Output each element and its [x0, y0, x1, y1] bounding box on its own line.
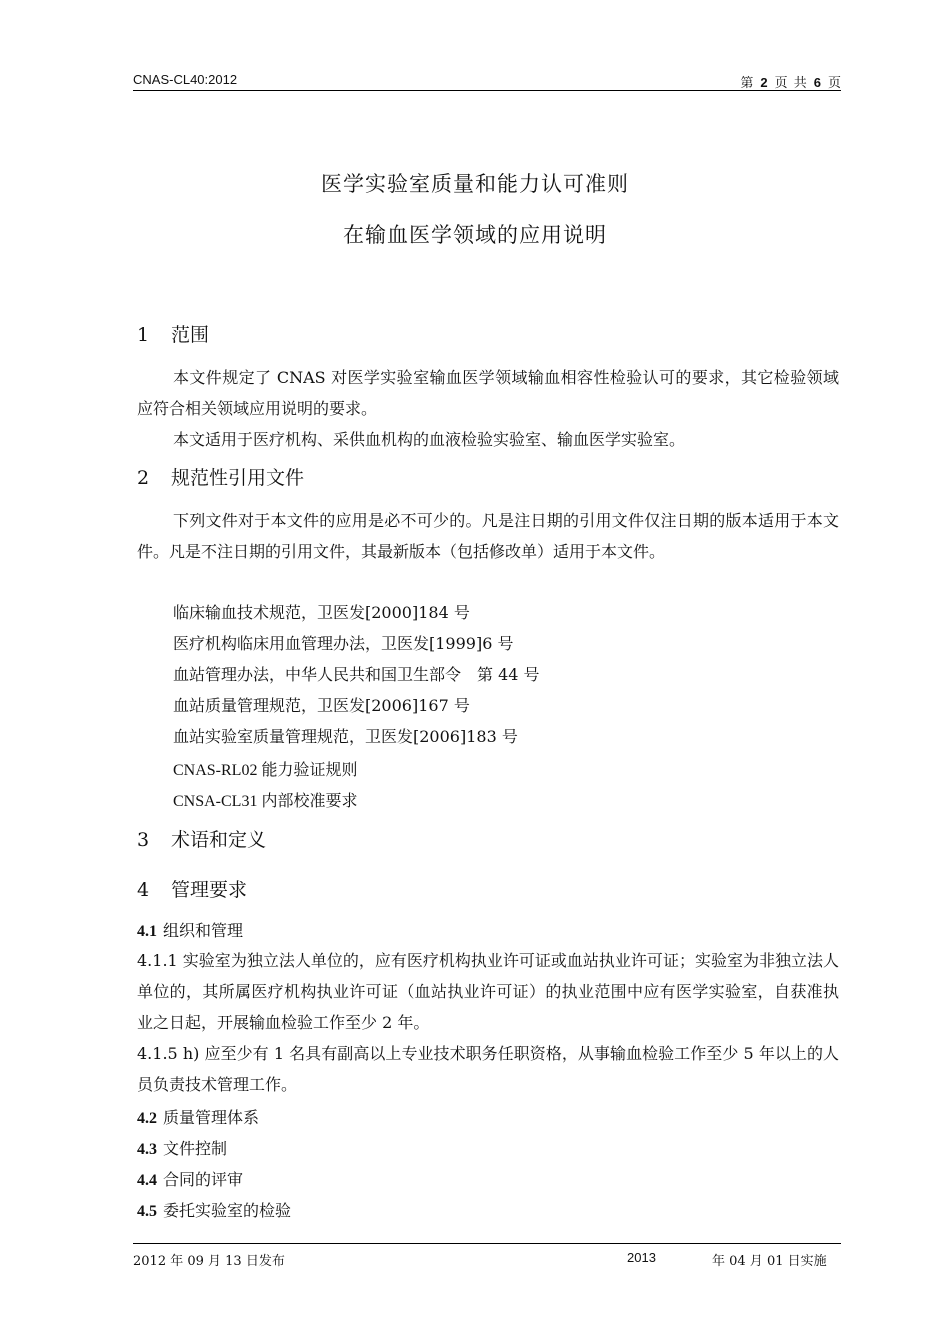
- reference-item: 医疗机构临床用血管理办法，卫医发[1999]6 号: [173, 634, 514, 653]
- subsection-number: 4.2: [137, 1110, 157, 1127]
- document-title-line1: 医学实验室质量和能力认可准则: [321, 172, 629, 196]
- reference-item: CNSA-CL31 内部校准要求: [173, 793, 358, 810]
- section-2-paragraph-1: 下列文件对于本文件的应用是必不可少的。凡是注日期的引用文件仅注日期的版本适用于本文件。凡是不注日期的引用文件，其最新版本（包括修改单）适用于本文件。: [137, 511, 839, 561]
- effective-date: 年 04 月 01 日实施: [712, 1254, 827, 1269]
- subsection-number: 4.1: [137, 923, 157, 940]
- subsection-4-2-heading: [137, 1105, 259, 1128]
- reference-item: 血站实验室质量管理规范，卫医发[2006]183 号: [173, 727, 518, 746]
- reference-item: 临床输血技术规范，卫医发[2000]184 号: [173, 603, 470, 622]
- reference-item: 血站管理办法，中华人民共和国卫生部令 第 44 号: [173, 665, 540, 684]
- section-number: 3: [137, 829, 150, 851]
- page-total: 6: [813, 75, 822, 90]
- clause-4-1-1: 4.1.1 实验室为独立法人单位的，应有医疗机构执业许可证或血站执业许可证；实验室为非独立法人单位的，其所属医疗机构执业许可证（血站执业许可证）的执业范围中应有医学实验室，自获准执业之日起，开展输血检验工作至少 2 年。: [137, 951, 839, 1032]
- section-3-heading: [137, 825, 266, 852]
- publish-date: 2012 年 09 月 13 日发布: [133, 1254, 285, 1269]
- subsection-title: 组织和管理: [163, 921, 244, 940]
- section-title: 规范性引用文件: [171, 467, 305, 489]
- reference-item: 血站质量管理规范，卫医发[2006]167 号: [173, 696, 470, 715]
- document-title-line2: 在输血医学领域的应用说明: [343, 223, 607, 247]
- section-1-paragraph-2: 本文适用于医疗机构、采供血机构的血液检验实验室、输血医学实验室。: [173, 430, 686, 449]
- section-number: 1: [137, 324, 150, 346]
- reference-item: CNAS-RL02 能力验证规则: [173, 762, 358, 779]
- page-indicator: [740, 72, 842, 91]
- section-title: 管理要求: [171, 879, 248, 901]
- subsection-4-4-heading: [137, 1167, 243, 1190]
- subsection-title: 文件控制: [163, 1139, 228, 1158]
- subsection-number: 4.5: [137, 1203, 157, 1220]
- header-rule: [133, 90, 841, 91]
- section-4-heading: [137, 875, 247, 902]
- footer-rule: [133, 1243, 841, 1244]
- section-title: 术语和定义: [171, 829, 267, 851]
- subsection-number: 4.4: [137, 1172, 157, 1189]
- subsection-4-1-heading: [137, 918, 243, 941]
- effective-year: 2013: [627, 1250, 656, 1265]
- section-number: 4: [137, 879, 150, 901]
- page-prefix: 第: [740, 76, 755, 91]
- subsection-4-5-heading: [137, 1198, 291, 1221]
- document-code: CNAS-CL40:2012: [133, 72, 238, 87]
- page-mid: 页 共: [774, 76, 808, 91]
- page-current: 2: [760, 75, 769, 90]
- subsection-title: 委托实验室的检验: [163, 1201, 292, 1220]
- section-number: 2: [137, 467, 150, 489]
- section-2-heading: [137, 463, 304, 490]
- section-title: 范围: [171, 324, 210, 346]
- section-1-heading: [137, 320, 209, 347]
- subsection-title: 合同的评审: [163, 1170, 244, 1189]
- clause-4-1-5-h: 4.1.5 h) 应至少有 1 名具有副高以上专业技术职务任职资格，从事输血检验工作至少 5 年以上的人员负责技术管理工作。: [137, 1044, 839, 1094]
- page-suffix: 页: [827, 76, 842, 91]
- subsection-4-3-heading: [137, 1136, 227, 1159]
- subsection-number: 4.3: [137, 1141, 157, 1158]
- section-1-paragraph-1: 本文件规定了 CNAS 对医学实验室输血医学领域输血相容性检验认可的要求，其它检验领域应符合相关领域应用说明的要求。: [137, 368, 839, 418]
- subsection-title: 质量管理体系: [163, 1108, 260, 1127]
